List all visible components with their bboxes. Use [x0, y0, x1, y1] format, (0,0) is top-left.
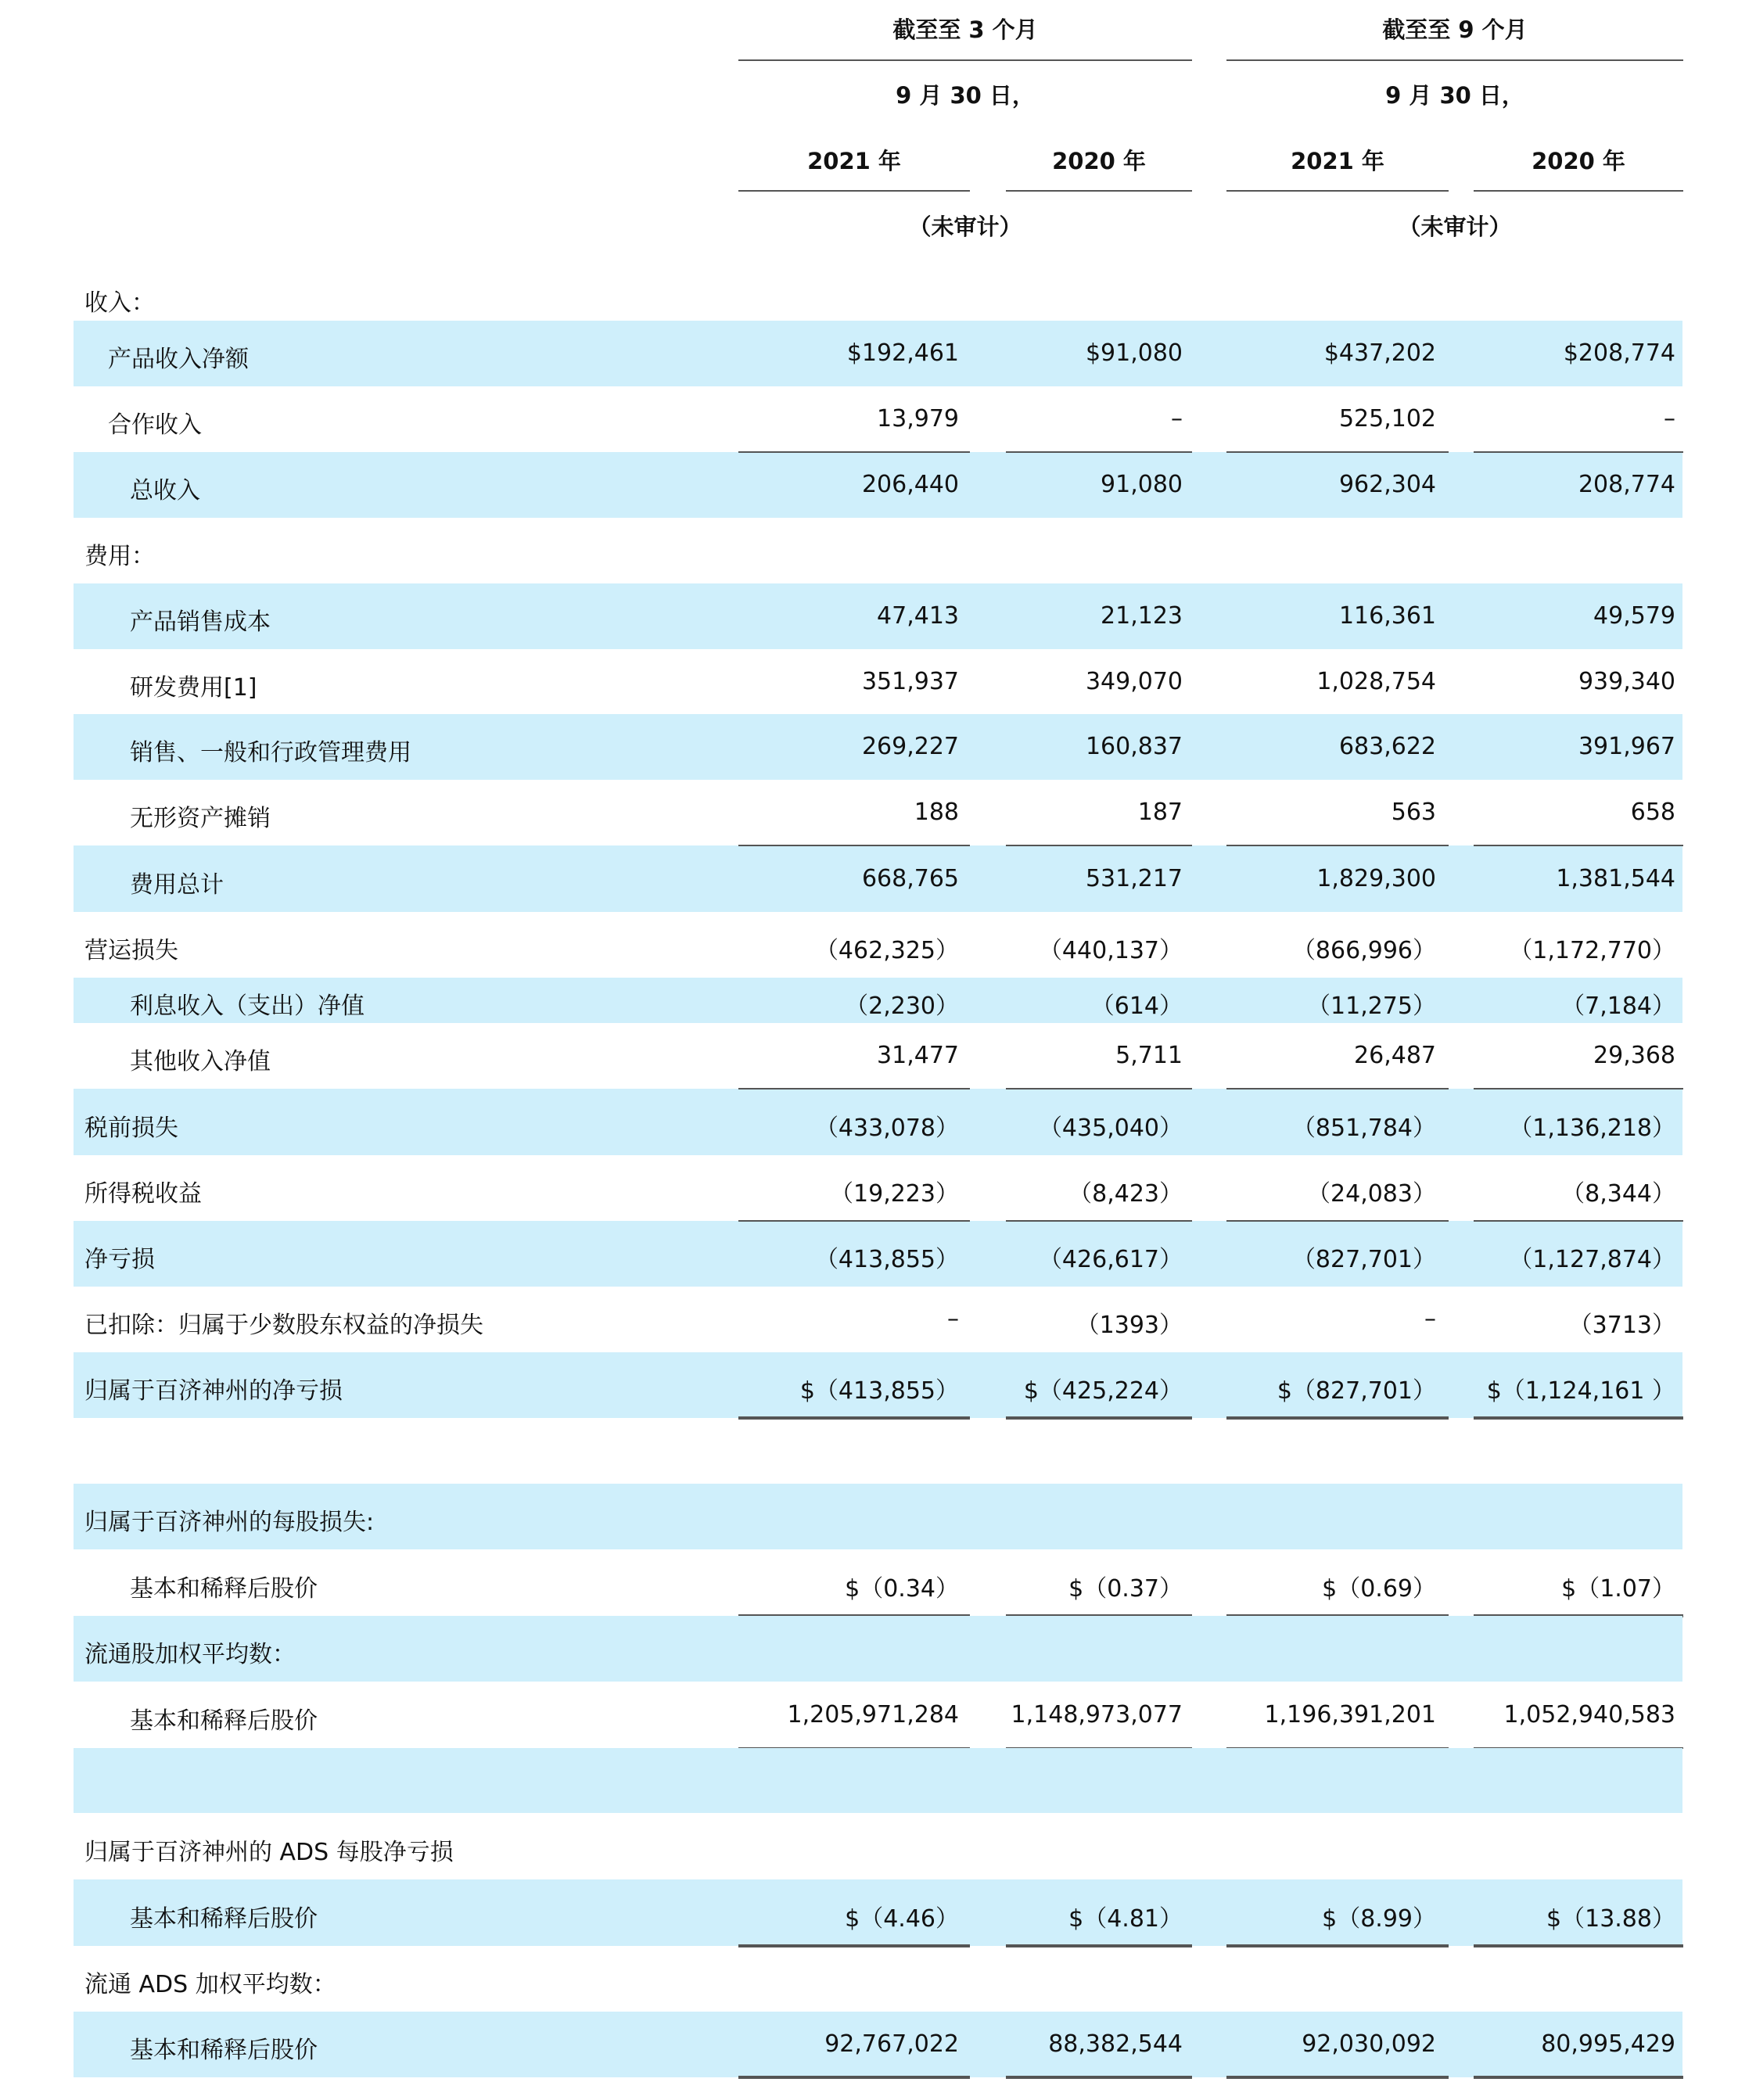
- row-label: 收入：: [84, 289, 155, 317]
- row-22-value-col-4: 1,052,940,583: [1503, 1701, 1675, 1728]
- row-label: 合作收入: [108, 411, 202, 439]
- row-13-value-col-1: （433,078）: [814, 1115, 959, 1142]
- row-11-value-col-1: （2,230）: [845, 993, 959, 1020]
- row-25-rule-col-2: [1006, 1944, 1192, 1947]
- row-5-value-col-4: 49,579: [1593, 602, 1675, 630]
- row-25-rule-col-4: [1474, 1944, 1683, 1947]
- row-10-value-col-4: （1,172,770）: [1509, 937, 1675, 964]
- row-14-value-col-1: （19,223）: [830, 1180, 959, 1208]
- row-3-rule-col-1: [738, 451, 970, 453]
- row-label: 税前损失: [84, 1115, 178, 1142]
- row-14-value-col-4: （8,344）: [1561, 1180, 1675, 1208]
- row-6-value-col-1: 351,937: [861, 668, 959, 695]
- row-1-value-col-4: $208,774: [1563, 339, 1675, 367]
- row-27-value-col-3: 92,030,092: [1302, 2030, 1436, 2058]
- row-10-value-col-2: （440,137）: [1038, 937, 1183, 964]
- row-17-value-col-1: $（413,855）: [799, 1377, 959, 1405]
- row-15-value-col-4: （1,127,874）: [1509, 1246, 1675, 1273]
- row-13-rule-col-4: [1474, 1088, 1683, 1089]
- row-15-rule-col-1: [738, 1220, 970, 1222]
- row-25-value-col-1: $（4.46）: [845, 1905, 959, 1933]
- row-10-value-col-3: （866,996）: [1291, 937, 1436, 964]
- header-unaudited-1: （未审计）: [908, 214, 1022, 240]
- row-20-value-col-1: $（0.34）: [845, 1575, 959, 1603]
- row-label: 产品销售成本: [130, 608, 271, 636]
- row-3-rule-col-4: [1474, 451, 1683, 453]
- row-25-rule-col-3: [1226, 1944, 1449, 1947]
- row-6-value-col-2: 349,070: [1085, 668, 1183, 695]
- row-25-value-col-3: $（8.99）: [1322, 1905, 1436, 1933]
- row-14-value-col-3: （24,083）: [1307, 1180, 1436, 1208]
- row-13-value-col-4: （1,136,218）: [1509, 1115, 1675, 1142]
- row-label: 总收入: [130, 477, 200, 504]
- row-14-value-col-2: （8,423）: [1068, 1180, 1183, 1208]
- row-13-rule-col-3: [1226, 1088, 1449, 1089]
- row-22-value-col-1: 1,205,971,284: [787, 1701, 959, 1728]
- row-3-value-col-2: 91,080: [1101, 471, 1183, 498]
- row-3-rule-col-2: [1006, 451, 1192, 453]
- row-6-value-col-4: 939,340: [1578, 668, 1675, 695]
- row-13-rule-col-1: [738, 1088, 970, 1089]
- row-25-rule-col-1: [738, 1944, 970, 1947]
- row-9-value-col-3: 1,829,300: [1316, 865, 1436, 892]
- row-21-band: [74, 1616, 1682, 1682]
- row-11-value-col-4: （7,184）: [1561, 993, 1675, 1020]
- row-label: 基本和稀释后股价: [130, 2037, 318, 2064]
- row-8-value-col-1: 188: [914, 799, 959, 826]
- row-2-value-col-3: 525,102: [1338, 405, 1436, 433]
- row-17-value-col-2: $（425,224）: [1023, 1377, 1183, 1405]
- row-label: 营运损失: [84, 937, 178, 964]
- row-17-value-col-4: $（1,124,161 ）: [1486, 1377, 1675, 1405]
- row-2-value-col-2: –: [1171, 405, 1183, 433]
- row-15-value-col-3: （827,701）: [1291, 1246, 1436, 1273]
- row-25-value-col-2: $（4.81）: [1068, 1905, 1183, 1933]
- row-9-rule-col-3: [1226, 845, 1449, 846]
- row-25-value-col-4: $（13.88）: [1546, 1905, 1675, 1933]
- row-7-value-col-3: 683,622: [1338, 733, 1436, 760]
- row-17-rule-col-4: [1474, 1416, 1683, 1420]
- row-11-value-col-2: （614）: [1090, 993, 1183, 1020]
- row-9-value-col-2: 531,217: [1085, 865, 1183, 892]
- row-label: 销售、一般和行政管理费用: [130, 739, 411, 766]
- row-16-value-col-1: –: [947, 1305, 959, 1333]
- row-1-value-col-1: $192,461: [846, 339, 959, 367]
- row-15-rule-col-2: [1006, 1220, 1192, 1222]
- row-27-value-col-4: 80,995,429: [1541, 2030, 1675, 2058]
- row-9-rule-col-2: [1006, 845, 1192, 846]
- row-label: 无形资产摊销: [130, 805, 271, 832]
- row-15-rule-col-3: [1226, 1220, 1449, 1222]
- row-11-value-col-3: （11,275）: [1307, 993, 1436, 1020]
- row-13-value-col-2: （435,040）: [1038, 1115, 1183, 1142]
- row-17-rule-col-1: [738, 1416, 970, 1420]
- row-13-value-col-3: （851,784）: [1291, 1115, 1436, 1142]
- row-5-value-col-3: 116,361: [1338, 602, 1436, 630]
- row-16-value-col-2: （1393）: [1076, 1312, 1183, 1339]
- row-17-value-col-3: $（827,701）: [1277, 1377, 1436, 1405]
- row-3-rule-col-3: [1226, 451, 1449, 453]
- row-label: 基本和稀释后股价: [130, 1905, 318, 1933]
- row-27-rule-col-1: [738, 2076, 970, 2079]
- row-3-value-col-1: 206,440: [861, 471, 959, 498]
- row-27-value-col-1: 92,767,022: [824, 2030, 959, 2058]
- row-3-value-col-4: 208,774: [1578, 471, 1675, 498]
- row-12-value-col-2: 5,711: [1115, 1042, 1183, 1069]
- row-20-value-col-4: $（1.07）: [1561, 1575, 1675, 1603]
- header-date-1: 9 月 30 日，: [896, 82, 1035, 109]
- row-7-value-col-2: 160,837: [1085, 733, 1183, 760]
- row-label: 归属于百济神州的每股损失:: [84, 1509, 375, 1536]
- header-unaudited-2: （未审计）: [1398, 214, 1512, 240]
- row-9-rule-col-4: [1474, 845, 1683, 846]
- row-label: 归属于百济神州的 ADS 每股净亏损: [84, 1839, 454, 1866]
- row-12-value-col-4: 29,368: [1593, 1042, 1675, 1069]
- row-7-value-col-1: 269,227: [861, 733, 959, 760]
- row-9-value-col-4: 1,381,544: [1556, 865, 1675, 892]
- row-15-rule-col-4: [1474, 1220, 1683, 1222]
- row-27-value-col-2: 88,382,544: [1048, 2030, 1183, 2058]
- row-label: 流通股加权平均数：: [84, 1641, 296, 1668]
- row-15-value-col-2: （426,617）: [1038, 1246, 1183, 1273]
- row-1-value-col-2: $91,080: [1085, 339, 1183, 367]
- row-label: 基本和稀释后股价: [130, 1575, 318, 1603]
- row-27-rule-col-4: [1474, 2076, 1683, 2079]
- row-16-value-col-3: –: [1424, 1305, 1436, 1333]
- row-label: 研发费用[1]: [130, 674, 257, 702]
- row-label: 其他收入净值: [130, 1048, 271, 1075]
- row-12-value-col-1: 31,477: [877, 1042, 959, 1069]
- row-16-value-col-4: （3713）: [1568, 1312, 1675, 1339]
- row-9-rule-col-1: [738, 845, 970, 846]
- row-label: 归属于百济神州的净亏损: [84, 1377, 343, 1405]
- row-3-value-col-3: 962,304: [1338, 471, 1436, 498]
- header-year-2-rule: [1006, 190, 1192, 192]
- row-13-rule-col-2: [1006, 1088, 1192, 1089]
- row-5-value-col-1: 47,413: [877, 602, 959, 630]
- row-2-value-col-1: 13,979: [877, 405, 959, 433]
- row-6-value-col-3: 1,028,754: [1316, 668, 1436, 695]
- header-group-2-title: 截至至 9 个月: [1382, 16, 1528, 43]
- header-group-2-rule: [1226, 59, 1683, 61]
- row-8-value-col-4: 658: [1630, 799, 1675, 826]
- row-label: 所得税收益: [84, 1180, 202, 1208]
- row-2-value-col-4: –: [1664, 405, 1675, 433]
- row-15-value-col-1: （413,855）: [814, 1246, 959, 1273]
- row-label: 流通 ADS 加权平均数：: [84, 1971, 336, 1998]
- row-23-band: [74, 1748, 1682, 1813]
- row-label: 费用总计: [130, 871, 224, 899]
- row-8-value-col-2: 187: [1137, 799, 1183, 826]
- header-group-1-rule: [738, 59, 1192, 61]
- header-year-3-rule: [1226, 190, 1449, 192]
- row-label: 产品收入净额: [108, 346, 249, 373]
- row-17-rule-col-3: [1226, 1416, 1449, 1420]
- row-label: 费用：: [84, 543, 155, 570]
- row-9-value-col-1: 668,765: [861, 865, 959, 892]
- row-20-value-col-3: $（0.69）: [1322, 1575, 1436, 1603]
- row-5-value-col-2: 21,123: [1101, 602, 1183, 630]
- row-12-value-col-3: 26,487: [1354, 1042, 1436, 1069]
- row-27-rule-col-2: [1006, 2076, 1192, 2079]
- header-group-1-title: 截至至 3 个月: [892, 16, 1038, 43]
- row-22-value-col-2: 1,148,973,077: [1011, 1701, 1183, 1728]
- row-label: 已扣除：归属于少数股东权益的净损失: [84, 1312, 483, 1339]
- row-8-value-col-3: 563: [1391, 799, 1436, 826]
- row-22-value-col-3: 1,196,391,201: [1264, 1701, 1436, 1728]
- row-10-value-col-1: （462,325）: [814, 937, 959, 964]
- header-year-1-rule: [738, 190, 970, 192]
- row-label: 利息收入（支出）净值: [130, 993, 364, 1020]
- row-1-value-col-3: $437,202: [1323, 339, 1436, 367]
- header-year-2: 2020 年: [1052, 148, 1146, 174]
- header-year-1: 2021 年: [807, 148, 901, 174]
- row-7-value-col-4: 391,967: [1578, 733, 1675, 760]
- row-label: 基本和稀释后股价: [130, 1707, 318, 1735]
- header-year-4: 2020 年: [1532, 148, 1625, 174]
- row-20-value-col-2: $（0.37）: [1068, 1575, 1183, 1603]
- row-label: 净亏损: [84, 1246, 155, 1273]
- row-17-rule-col-2: [1006, 1416, 1192, 1420]
- header-date-2: 9 月 30 日，: [1385, 82, 1524, 109]
- header-year-3: 2021 年: [1291, 148, 1384, 174]
- header-year-4-rule: [1474, 190, 1683, 192]
- row-27-rule-col-3: [1226, 2076, 1449, 2079]
